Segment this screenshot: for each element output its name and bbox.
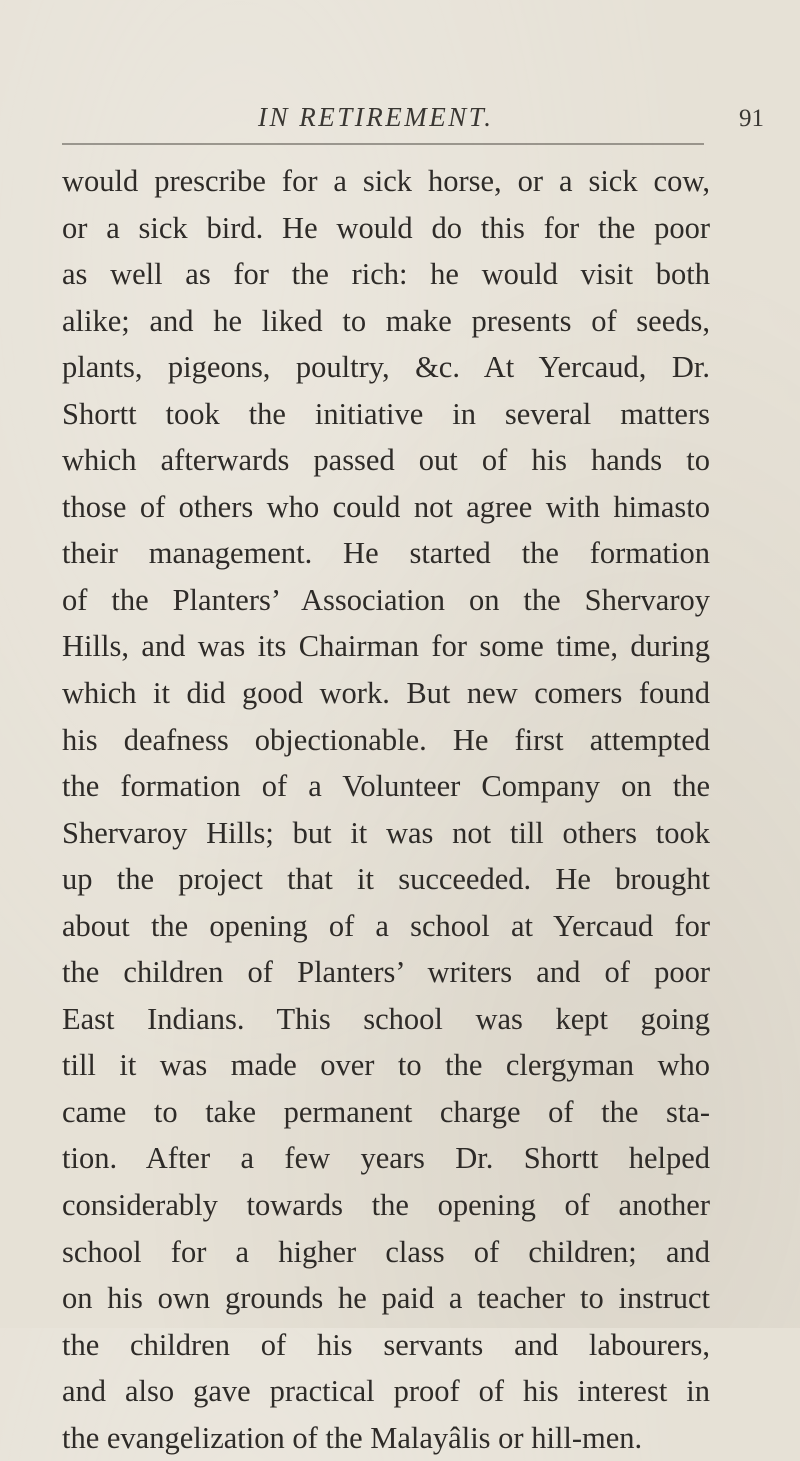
body-paragraph bbox=[62, 158, 710, 1461]
text-line: which it did good work. But new comers found bbox=[62, 676, 710, 711]
text-line: alike; and he liked to make presents of seeds, bbox=[62, 303, 710, 338]
text-line: Shortt took the initiative in several matters bbox=[62, 396, 710, 431]
text-line: as well as for the rich: he would visit both bbox=[62, 257, 710, 292]
text-line: their management. He started the formation bbox=[62, 536, 710, 571]
text-line: and also gave practical proof of his interest in bbox=[62, 1374, 710, 1409]
text-line: or a sick bird. He would do this for the poor bbox=[62, 210, 710, 245]
text-line: the children of his servants and labourers, bbox=[62, 1327, 710, 1362]
text-line: came to take permanent charge of the sta- bbox=[62, 1094, 710, 1129]
text-line: till it was made over to the clergyman who bbox=[62, 1048, 710, 1083]
text-line: Shervaroy Hills; but it was not till others took bbox=[62, 815, 710, 850]
text-line: those of others who could not agree with himasto bbox=[62, 489, 710, 524]
text-line: considerably towards the opening of another bbox=[62, 1188, 710, 1223]
text-line: of the Planters’ Association on the Shervaroy bbox=[62, 582, 710, 617]
text-line: Hills, and was its Chairman for some time, during bbox=[62, 629, 710, 664]
text-line: about the opening of a school at Yercaud for bbox=[62, 908, 710, 943]
text-line: on his own grounds he paid a teacher to instruct bbox=[62, 1281, 710, 1316]
text-line: the children of Planters’ writers and of poor bbox=[62, 955, 710, 990]
running-head bbox=[0, 102, 800, 142]
text-line: tion. After a few years Dr. Shortt helped bbox=[62, 1141, 710, 1176]
text-line: school for a higher class of children; and bbox=[62, 1234, 710, 1269]
text-line: the formation of a Volunteer Company on the bbox=[62, 769, 710, 804]
text-line: would prescribe for a sick horse, or a sick cow, bbox=[62, 164, 710, 198]
running-title: IN RETIREMENT. bbox=[258, 102, 494, 132]
text-line: his deafness objectionable. He first attempted bbox=[62, 722, 710, 757]
text-line: the evangelization of the Malayâlis or hill-men. bbox=[62, 1420, 643, 1455]
header-rule bbox=[62, 143, 704, 145]
text-line: which afterwards passed out of his hands to bbox=[62, 443, 710, 478]
page-number: 91 bbox=[739, 105, 764, 132]
text-line: plants, pigeons, poultry, &c. At Yercaud, Dr. bbox=[62, 350, 710, 385]
text-line: up the project that it succeeded. He brought bbox=[62, 862, 710, 897]
text-line: East Indians. This school was kept going bbox=[62, 1001, 710, 1036]
